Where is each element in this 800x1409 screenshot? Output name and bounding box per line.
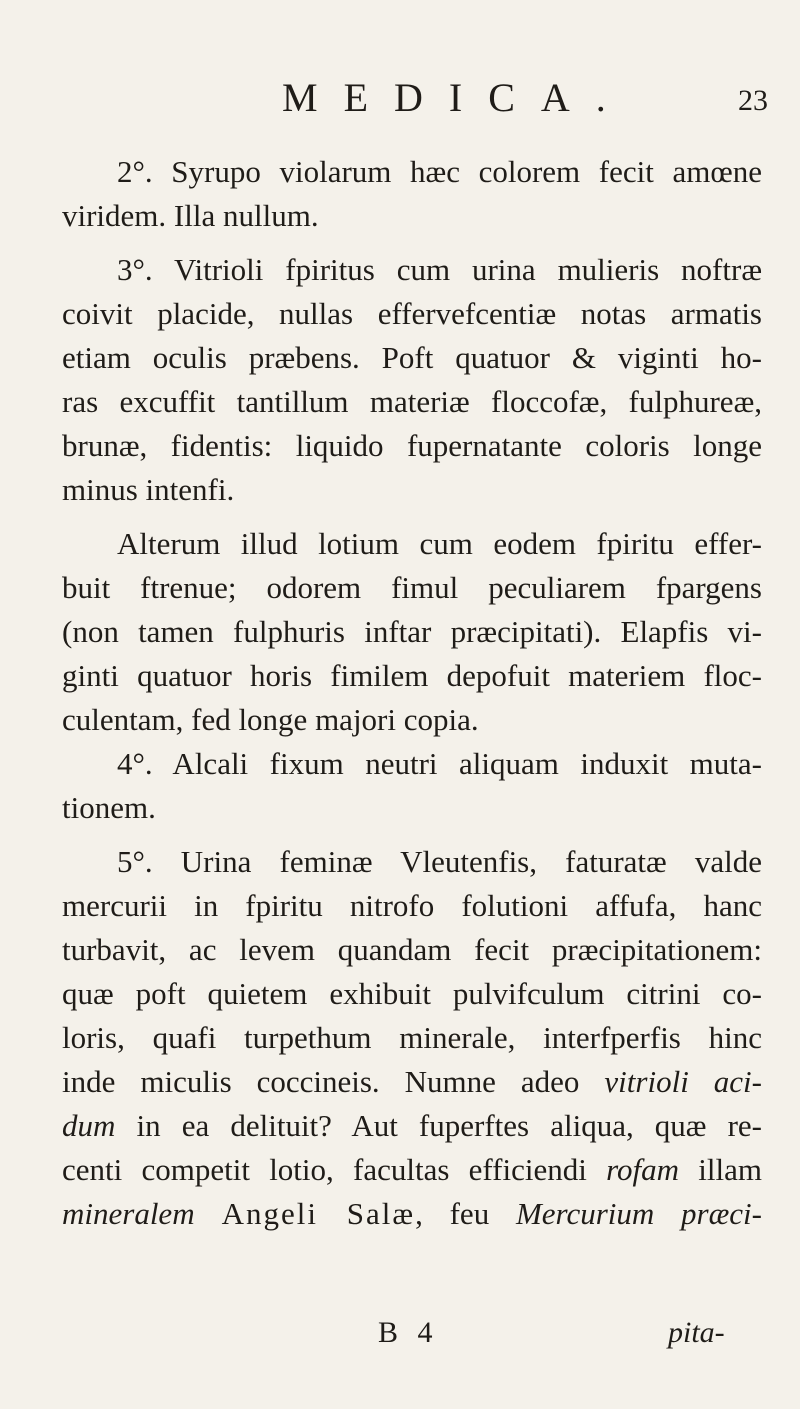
text-line xyxy=(62,1192,762,1236)
text-line: 2°. Syrupo violarum hæc colorem fecit amœne xyxy=(117,154,762,189)
text-line: 5°. Urina feminæ Vleutenfis, faturatæ valde xyxy=(117,844,762,879)
text-line: 3°. Vitrioli fpiritus cum urina mulieris noftræ xyxy=(117,252,762,287)
page-header xyxy=(0,75,800,138)
italic-run: mineralem xyxy=(62,1196,195,1231)
text-line: quæ poft quietem exhibuit pulvifculum citrini co- xyxy=(62,976,762,1011)
text-line: etiam oculis præbens. Poft quatuor & viginti ho- xyxy=(62,340,762,375)
text-run: inde miculis coccineis. Numne adeo xyxy=(62,1064,605,1099)
text-run: , feu xyxy=(415,1196,516,1231)
body-text xyxy=(62,150,762,1236)
text-run: illam xyxy=(679,1152,762,1187)
italic-run: rofam xyxy=(606,1152,680,1187)
text-line: turbavit, ac levem quandam fecit præcipitationem: xyxy=(62,932,762,967)
page-number: 23 xyxy=(738,84,768,117)
signature-mark: B 4 xyxy=(378,1316,439,1349)
text-run: centi competit lotio, facultas efficiendi xyxy=(62,1152,607,1187)
page-footer xyxy=(0,1318,800,1358)
text-line: mercurii in fpiritu nitrofo folutioni affufa, hanc xyxy=(62,888,762,923)
italic-run: Mercurium præci- xyxy=(515,1196,762,1231)
text-line: ras excuffit tantillum materiæ floccofæ, fulphureæ, xyxy=(62,384,762,419)
text-line: loris, quafi turpethum minerale, interfperfis hinc xyxy=(62,1020,762,1055)
text-line: viridem. Illa nullum. xyxy=(62,198,319,233)
running-title: MEDICA. xyxy=(282,75,632,120)
text-line: (non tamen fulphuris inftar præcipitati). Elapfis vi- xyxy=(62,614,762,649)
text-line: Alterum illud lotium cum eodem fpiritu effer- xyxy=(117,526,762,561)
text-line: brunæ, fidentis: liquido fupernatante coloris longe xyxy=(62,428,762,463)
catchword: pita- xyxy=(668,1316,725,1349)
text-line: tionem. xyxy=(62,790,156,825)
text-line: 4°. Alcali fixum neutri aliquam induxit muta- xyxy=(117,746,762,781)
text-line: minus intenfi. xyxy=(62,472,235,507)
text-line: culentam, fed longe majori copia. xyxy=(62,702,479,737)
text-line: coivit placide, nullas effervefcentiæ notas armatis xyxy=(62,296,762,331)
text-line xyxy=(62,1060,762,1104)
italic-run: dum xyxy=(62,1108,116,1143)
text-line xyxy=(62,1148,762,1192)
text-line: buit ftrenue; odorem fimul peculiarem fpargens xyxy=(62,570,762,605)
text-run: in ea delituit? Aut fuperftes aliqua, quæ re- xyxy=(115,1108,762,1143)
text-line xyxy=(62,1104,762,1148)
text-line: ginti quatuor horis fimilem depofuit materiem floc- xyxy=(62,658,762,693)
italic-run: vitrioli aci- xyxy=(604,1064,762,1099)
small-caps-run: Angeli Salæ xyxy=(194,1196,416,1231)
